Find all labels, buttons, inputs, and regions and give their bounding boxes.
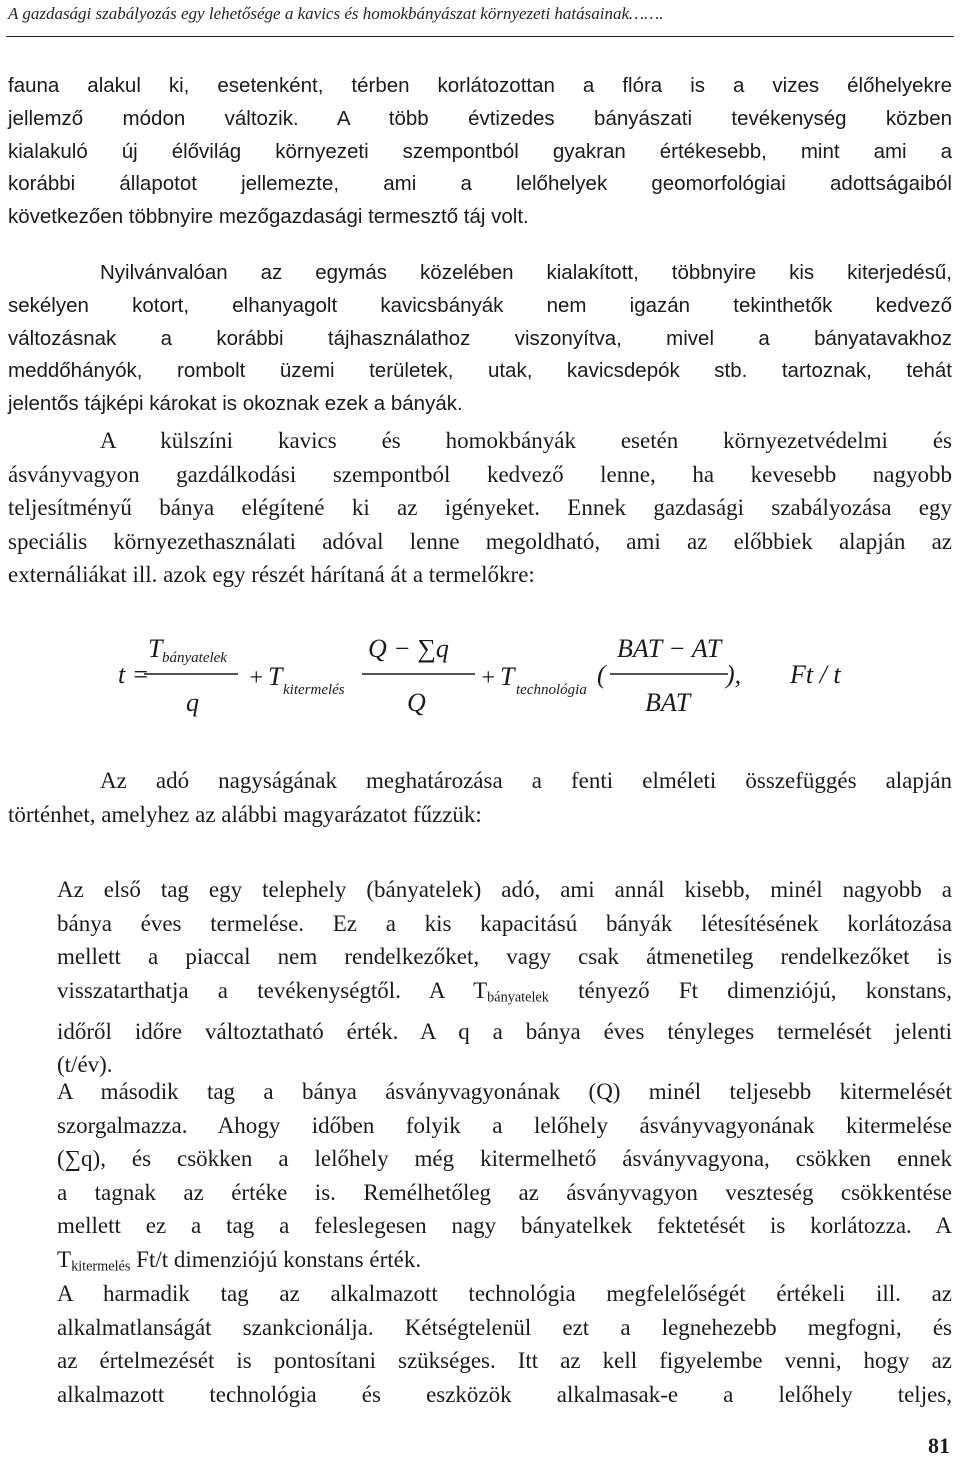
subscript-banyatelek: bányatelek [487, 989, 549, 1006]
text-line: externáliákat ill. azok egy részét hárítaná át a termelőkre: [8, 562, 535, 587]
text-line: jelentős tájképi károkat is okoznak ezek a bányák. [8, 392, 463, 416]
running-header: A gazdasági szabályozás egy lehetősége a kavics és homokbányászat környezeti hatásainak……. [8, 4, 664, 23]
text-fragment: T [57, 1246, 72, 1272]
formula-sub-technologia: technológia [516, 682, 587, 698]
formula-plus: + [248, 665, 265, 691]
paragraph-fauna [8, 70, 952, 234]
paragraph-harmadik-tag [57, 1277, 952, 1411]
text-fragment: Ft/t dimenziójú konstans érték. [130, 1246, 422, 1272]
paragraph-elso-tag [57, 873, 952, 1082]
text-line: az értelmezését is pontosítani szükséges. Itt az kell figyelembe venni, hogy az [57, 1348, 952, 1373]
formula-sub-banyatelek: bányatelek [162, 650, 227, 666]
text-line: kialakuló új élővilág környezeti szempontból gyakran értékesebb, mint ami a [8, 139, 952, 163]
tax-formula [100, 615, 880, 725]
text-line: jellemző módon változik. A több évtizedes bányászati tevékenység közben [8, 106, 952, 130]
text-line: meddőhányók, rombolt üzemi területek, utak, kavicsdepók stb. tartoznak, tehát [8, 359, 952, 383]
text-line: teljesítményű bánya elégítené ki az igényeket. Ennek gazdasági szabályozása egy [8, 495, 952, 520]
text-line: időről időre változtatható érték. A q a bánya éves tényleges termelését jelenti [57, 1018, 952, 1044]
formula-lparen: ( [597, 660, 606, 689]
page-number: 81 [928, 1433, 950, 1458]
text-line: A harmadik tag az alkalmazott technológia megfelelőségét értékeli ill. az [57, 1281, 952, 1306]
text-line: ásványvagyon gazdálkodási szempontból kedvező lenne, ha kevesebb nagyobb [8, 461, 952, 487]
text-line: (t/év). [57, 1052, 113, 1078]
text-line: Nyilvánvalóan az egymás közelében kialakított, többnyire kis kiterjedésű, [100, 261, 952, 284]
text-line: A külszíni kavics és homokbányák esetén környezetvédelmi és [100, 428, 952, 453]
text-fragment: tényező Ft dimenziójú, konstans, [548, 977, 952, 1003]
formula-t-technologia: T [500, 662, 515, 691]
text-line: (∑q), és csökken a lelőhely még kitermelhető ásványvagyona, csökken ennek [57, 1146, 952, 1171]
formula-unit: Ft / t [790, 660, 841, 689]
header-rule [6, 36, 954, 37]
text-line: szorgalmazza. Ahogy időben folyik a lelőhely ásványvagyonának kitermelése [57, 1112, 952, 1138]
text-line: Az első tag egy telephely (bányatelek) adó, ami annál kisebb, minél nagyobb a [57, 877, 952, 902]
text-line: változásnak a korábbi tájhasználathoz viszonyítva, mivel a bányatavakhoz [8, 326, 952, 350]
formula-q: q [186, 688, 199, 717]
text-line: alkalmatlanságát szankcionálja. Kétségtelenül ezt a legnehezebb megfogni, és [57, 1314, 952, 1340]
text-line: korábbi állapotot jellemezte, ami a lelőhelyek geomorfológiai adottságaiból [8, 172, 952, 196]
subscript-kitermeles: kitermelés [71, 1258, 131, 1275]
formula-rparen: ), [726, 660, 742, 689]
formula-denominator-2: Q [407, 688, 426, 717]
text-line: bánya éves termelése. Ez a kis kapacitású bányák létesítésének korlátozása [57, 910, 952, 936]
text-line: A második tag a bánya ásványvagyonának (Q) minél teljesebb kitermelését [57, 1079, 952, 1104]
formula-numerator-3: BAT − AT [617, 634, 722, 663]
text-line: történhet, amelyhez az alábbi magyarázatot fűzzük: [8, 801, 482, 827]
paragraph-nyilvanvaloan [8, 257, 952, 421]
formula-denominator-3: BAT [645, 688, 691, 717]
paragraph-ado-nagysaga [8, 764, 952, 831]
text-line: mellett a piaccal nem rendelkezőket, vagy csak átmenetileg rendelkezőket is [57, 944, 952, 969]
text-line: speciális környezethasználati adóval lenne megoldható, ami az előbbiek alapján az [8, 528, 952, 554]
formula-sub-kitermeles: kitermelés [283, 682, 345, 698]
formula-plus: + [480, 665, 497, 691]
text-line: következően többnyire mezőgazdasági termesztő táj volt. [8, 205, 529, 229]
formula-lhs: t = [118, 660, 150, 689]
formula-t-kitermeles: T [268, 662, 283, 691]
text-line: fauna alakul ki, esetenként, térben korlátozottan a flóra is a vizes élőhelyekre [8, 74, 952, 97]
text-fragment: visszatarthatja a tevékenységtől. A T [57, 977, 488, 1003]
formula-numerator-2: Q − ∑q [368, 634, 449, 663]
text-line: alkalmazott technológia és eszközök alkalmasak-e a lelőhely teljes, [57, 1381, 952, 1407]
paragraph-masodik-tag [57, 1075, 952, 1284]
text-line: Az adó nagyságának meghatározása a fenti elméleti összefüggés alapján [100, 768, 952, 793]
text-line: mellett ez a tag a feleslegesen nagy bányatelkek fektetését is korlátozza. A [57, 1213, 952, 1238]
text-line: sekélyen kotort, elhanyagolt kavicsbányák nem igazán tekinthetők kedvező [8, 293, 952, 317]
text-line: a tagnak az értéke is. Remélhetőleg az ásványvagyon veszteség csökkentése [57, 1179, 952, 1205]
text-line [57, 974, 952, 1015]
paragraph-kulszini [8, 424, 952, 592]
formula-t-banyatelek: T [148, 634, 163, 663]
